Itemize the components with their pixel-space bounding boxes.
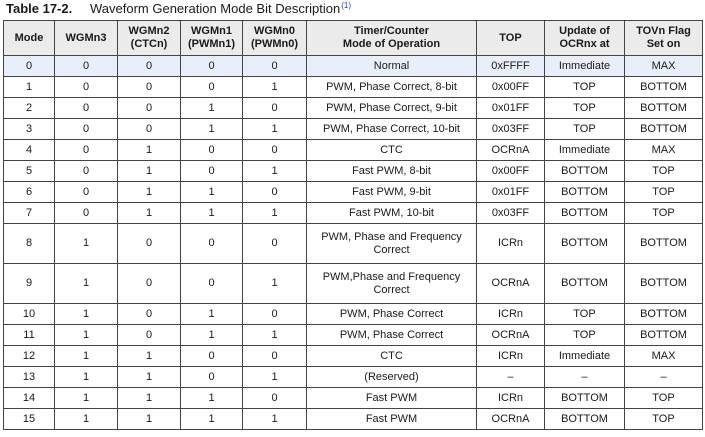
cell-wgmn0: 1 <box>243 367 307 388</box>
cell-top: 0x01FF <box>477 98 545 119</box>
column-header-top <box>477 21 545 56</box>
column-header-tov <box>625 21 703 56</box>
cell-top: ICRn <box>477 346 545 367</box>
cell-wgmn2: 1 <box>118 346 181 367</box>
table-row <box>4 409 703 430</box>
cell-update: BOTTOM <box>545 182 625 203</box>
cell-operation: PWM, Phase Correct, 9-bit <box>307 98 477 119</box>
cell-mode: 8 <box>4 224 55 264</box>
cell-tov: MAX <box>625 56 703 77</box>
column-header-text: OCRnx at <box>559 38 610 50</box>
column-header-text: WGMn1 <box>191 25 232 37</box>
cell-mode: 13 <box>4 367 55 388</box>
column-header-wgmn3 <box>55 21 118 56</box>
column-header-text: TOP <box>499 31 522 44</box>
cell-wgmn3: 0 <box>55 77 118 98</box>
table-row <box>4 119 703 140</box>
table-row <box>4 325 703 346</box>
table-row <box>4 224 703 264</box>
cell-wgmn3: 0 <box>55 140 118 161</box>
cell-mode: 1 <box>4 77 55 98</box>
table-number: Table 17-2. <box>6 1 73 16</box>
cell-tov: MAX <box>625 140 703 161</box>
cell-top: – <box>477 367 545 388</box>
cell-tov: MAX <box>625 346 703 367</box>
cell-wgmn0: 1 <box>243 203 307 224</box>
cell-wgmn2: 0 <box>118 98 181 119</box>
cell-wgmn0: 0 <box>243 388 307 409</box>
cell-wgmn3: 0 <box>55 119 118 140</box>
cell-wgmn1: 1 <box>181 388 243 409</box>
cell-top: ICRn <box>477 224 545 264</box>
header-row <box>4 21 703 56</box>
cell-top: OCRnA <box>477 264 545 304</box>
cell-update: Immediate <box>545 56 625 77</box>
column-header-text: Timer/Counter <box>354 25 429 37</box>
cell-wgmn1: 1 <box>181 203 243 224</box>
cell-wgmn3: 0 <box>55 56 118 77</box>
cell-tov: BOTTOM <box>625 119 703 140</box>
cell-update: BOTTOM <box>545 264 625 304</box>
cell-wgmn2: 0 <box>118 304 181 325</box>
cell-operation: PWM, Phase and Frequency Correct <box>307 224 477 264</box>
cell-operation: (Reserved) <box>307 367 477 388</box>
cell-wgmn3: 1 <box>55 304 118 325</box>
cell-wgmn0: 1 <box>243 409 307 430</box>
cell-wgmn2: 0 <box>118 264 181 304</box>
column-header-mode <box>4 21 55 56</box>
column-header-text: (PWMn0) <box>250 38 299 50</box>
cell-mode: 9 <box>4 264 55 304</box>
column-header-operation <box>307 21 477 56</box>
cell-update: – <box>545 367 625 388</box>
cell-wgmn3: 1 <box>55 367 118 388</box>
cell-operation: Normal <box>307 56 477 77</box>
table-row <box>4 304 703 325</box>
cell-wgmn2: 1 <box>118 140 181 161</box>
cell-wgmn1: 0 <box>181 346 243 367</box>
cell-wgmn1: 0 <box>181 264 243 304</box>
cell-mode: 12 <box>4 346 55 367</box>
cell-wgmn3: 1 <box>55 388 118 409</box>
cell-wgmn2: 0 <box>118 224 181 264</box>
cell-operation: PWM,Phase and Frequency Correct <box>307 264 477 304</box>
cell-wgmn1: 1 <box>181 304 243 325</box>
cell-top: 0x00FF <box>477 161 545 182</box>
column-header-wgmn2 <box>118 21 181 56</box>
cell-wgmn3: 1 <box>55 325 118 346</box>
cell-wgmn2: 0 <box>118 77 181 98</box>
table-caption <box>6 1 351 19</box>
cell-update: BOTTOM <box>545 388 625 409</box>
cell-update: TOP <box>545 98 625 119</box>
cell-tov: BOTTOM <box>625 325 703 346</box>
cell-update: TOP <box>545 325 625 346</box>
column-header-text: Set on <box>646 38 681 50</box>
cell-mode: 5 <box>4 161 55 182</box>
cell-mode: 6 <box>4 182 55 203</box>
cell-wgmn3: 0 <box>55 203 118 224</box>
cell-wgmn0: 0 <box>243 98 307 119</box>
cell-mode: 7 <box>4 203 55 224</box>
cell-wgmn0: 0 <box>243 304 307 325</box>
column-header-text: (PWMn1) <box>187 38 236 50</box>
cell-wgmn0: 1 <box>243 119 307 140</box>
cell-tov: BOTTOM <box>625 77 703 98</box>
cell-wgmn1: 0 <box>181 140 243 161</box>
cell-update: TOP <box>545 77 625 98</box>
cell-wgmn0: 0 <box>243 224 307 264</box>
cell-operation: CTC <box>307 346 477 367</box>
cell-wgmn3: 0 <box>55 98 118 119</box>
table-row <box>4 182 703 203</box>
cell-mode: 15 <box>4 409 55 430</box>
cell-wgmn1: 0 <box>181 367 243 388</box>
cell-top: OCRnA <box>477 140 545 161</box>
cell-update: BOTTOM <box>545 224 625 264</box>
table-row <box>4 367 703 388</box>
cell-wgmn1: 1 <box>181 182 243 203</box>
cell-wgmn1: 0 <box>181 77 243 98</box>
cell-mode: 11 <box>4 325 55 346</box>
column-header-text: Mode <box>14 31 44 44</box>
cell-top: ICRn <box>477 388 545 409</box>
cell-tov: TOP <box>625 388 703 409</box>
cell-update: BOTTOM <box>545 161 625 182</box>
cell-wgmn0: 0 <box>243 140 307 161</box>
table-row <box>4 161 703 182</box>
cell-operation: PWM, Phase Correct <box>307 325 477 346</box>
table-row <box>4 140 703 161</box>
cell-wgmn0: 0 <box>243 346 307 367</box>
table-row <box>4 77 703 98</box>
cell-top: 0x03FF <box>477 119 545 140</box>
cell-mode: 10 <box>4 304 55 325</box>
column-header-text: Update of <box>559 25 610 37</box>
cell-wgmn2: 1 <box>118 182 181 203</box>
cell-top: 0xFFFF <box>477 56 545 77</box>
cell-wgmn2: 0 <box>118 56 181 77</box>
cell-wgmn2: 1 <box>118 367 181 388</box>
cell-update: TOP <box>545 119 625 140</box>
cell-wgmn2: 1 <box>118 388 181 409</box>
cell-wgmn3: 1 <box>55 224 118 264</box>
column-header-wgmn0 <box>243 21 307 56</box>
table-row <box>4 203 703 224</box>
cell-operation: Fast PWM, 8-bit <box>307 161 477 182</box>
column-header-text: Mode of Operation <box>342 38 441 50</box>
column-header-text: TOVn Flag <box>636 25 691 37</box>
cell-operation: PWM, Phase Correct <box>307 304 477 325</box>
column-header-text: (CTCn) <box>130 38 168 50</box>
cell-wgmn3: 0 <box>55 161 118 182</box>
column-header-text: WGMn2 <box>128 25 170 37</box>
cell-operation: Fast PWM, 10-bit <box>307 203 477 224</box>
cell-update: BOTTOM <box>545 203 625 224</box>
cell-top: OCRnA <box>477 409 545 430</box>
cell-top: 0x00FF <box>477 77 545 98</box>
cell-tov: TOP <box>625 203 703 224</box>
table-row <box>4 98 703 119</box>
cell-wgmn3: 0 <box>55 182 118 203</box>
cell-wgmn0: 1 <box>243 77 307 98</box>
cell-update: BOTTOM <box>545 409 625 430</box>
cell-wgmn1: 0 <box>181 161 243 182</box>
cell-wgmn2: 0 <box>118 325 181 346</box>
cell-wgmn3: 1 <box>55 264 118 304</box>
table-body <box>4 56 703 430</box>
table-title: Waveform Generation Mode Bit Description <box>90 1 341 16</box>
cell-wgmn2: 1 <box>118 409 181 430</box>
column-header-text: WGMn3 <box>65 31 107 44</box>
cell-mode: 4 <box>4 140 55 161</box>
cell-wgmn1: 1 <box>181 119 243 140</box>
cell-mode: 14 <box>4 388 55 409</box>
table-row <box>4 388 703 409</box>
cell-wgmn1: 0 <box>181 56 243 77</box>
cell-wgmn2: 1 <box>118 203 181 224</box>
cell-operation: Fast PWM <box>307 388 477 409</box>
cell-mode: 0 <box>4 56 55 77</box>
cell-operation: PWM, Phase Correct, 8-bit <box>307 77 477 98</box>
cell-top: 0x03FF <box>477 203 545 224</box>
cell-wgmn1: 1 <box>181 409 243 430</box>
table-row <box>4 56 703 77</box>
column-header-text: WGMn0 <box>254 25 295 37</box>
cell-operation: Fast PWM, 9-bit <box>307 182 477 203</box>
table-row <box>4 264 703 304</box>
cell-wgmn0: 0 <box>243 182 307 203</box>
cell-top: 0x01FF <box>477 182 545 203</box>
cell-top: ICRn <box>477 304 545 325</box>
cell-update: Immediate <box>545 140 625 161</box>
cell-mode: 2 <box>4 98 55 119</box>
cell-tov: BOTTOM <box>625 98 703 119</box>
cell-wgmn0: 1 <box>243 161 307 182</box>
cell-tov: BOTTOM <box>625 224 703 264</box>
cell-wgmn3: 1 <box>55 346 118 367</box>
cell-tov: – <box>625 367 703 388</box>
cell-wgmn1: 1 <box>181 325 243 346</box>
cell-wgmn0: 1 <box>243 264 307 304</box>
cell-wgmn1: 0 <box>181 224 243 264</box>
table-row <box>4 346 703 367</box>
cell-wgmn0: 0 <box>243 56 307 77</box>
waveform-mode-table <box>3 20 703 430</box>
cell-operation: PWM, Phase Correct, 10-bit <box>307 119 477 140</box>
cell-tov: BOTTOM <box>625 264 703 304</box>
footnote-link[interactable]: (1) <box>341 1 352 10</box>
cell-update: Immediate <box>545 346 625 367</box>
cell-wgmn2: 0 <box>118 119 181 140</box>
cell-tov: TOP <box>625 409 703 430</box>
cell-tov: TOP <box>625 161 703 182</box>
cell-update: TOP <box>545 304 625 325</box>
column-header-wgmn1 <box>181 21 243 56</box>
cell-tov: TOP <box>625 182 703 203</box>
cell-operation: Fast PWM <box>307 409 477 430</box>
cell-wgmn0: 1 <box>243 325 307 346</box>
cell-mode: 3 <box>4 119 55 140</box>
cell-top: OCRnA <box>477 325 545 346</box>
cell-wgmn3: 1 <box>55 409 118 430</box>
cell-wgmn2: 1 <box>118 161 181 182</box>
cell-tov: BOTTOM <box>625 304 703 325</box>
cell-operation: CTC <box>307 140 477 161</box>
column-header-update <box>545 21 625 56</box>
cell-wgmn1: 1 <box>181 98 243 119</box>
